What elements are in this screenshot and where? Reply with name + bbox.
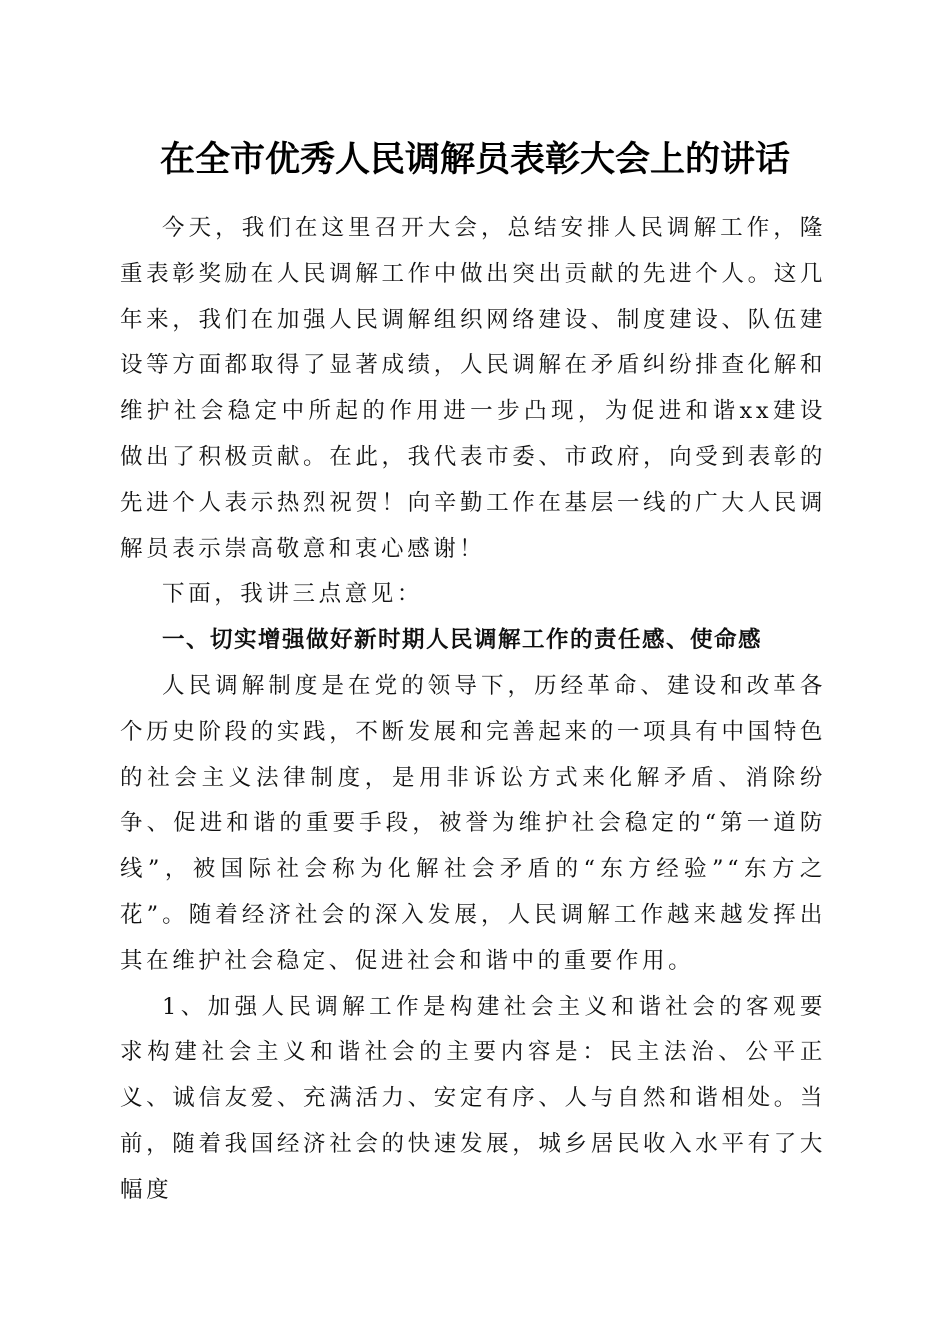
paragraph-mediation-system: 人民调解制度是在党的领导下，历经革命、建设和改革各个历史阶段的实践，不断发展和完善起来的一项具有中国特色的社会主义法律制度，是用非诉讼方式来化解矛盾、消除纷争、促进和谐的重要手段，被誉为维护社会稳定的“第一道防线”，被国际社会称为化解社会矛盾的“东方经验”“东方之花”。随着经济社会的深入发展，人民调解工作越来越发挥出其在维护社会稳定、促进社会和谐中的重要作用。 (120, 672, 826, 974)
document-body (120, 206, 826, 1214)
paragraph-point-1: 1、加强人民调解工作是构建社会主义和谐社会的客观要求构建社会主义和谐社会的主要内容是：民主法治、公平正义、诚信友爱、充满活力、安定有序、人与自然和谐相处。当前，随着我国经济社会的快速发展，城乡居民收入水平有了大幅度 (120, 993, 826, 1203)
document-title: 在全市优秀人民调解员表彰大会上的讲话 (159, 139, 790, 180)
paragraph-opening: 今天，我们在这里召开大会，总结安排人民调解工作，隆重表彰奖励在人民调解工作中做出突出贡献的先进个人。这几年来，我们在加强人民调解组织网络建设、制度建设、队伍建设等方面都取得了显著成绩，人民调解在矛盾纠纷排查化解和维护社会稳定中所起的作用进一步凸现，为促进和谐xx建设做出了积极贡献。在此，我代表市委、市政府，向受到表彰的先进个人表示热烈祝贺！向辛勤工作在基层一线的广大人民调解员表示崇高敬意和衷心感谢！ (120, 215, 826, 562)
paragraph-intro-points: 下面，我讲三点意见： (162, 581, 424, 608)
section-heading-1: 一、切实增强做好新时期人民调解工作的责任感、使命感 (162, 627, 763, 654)
